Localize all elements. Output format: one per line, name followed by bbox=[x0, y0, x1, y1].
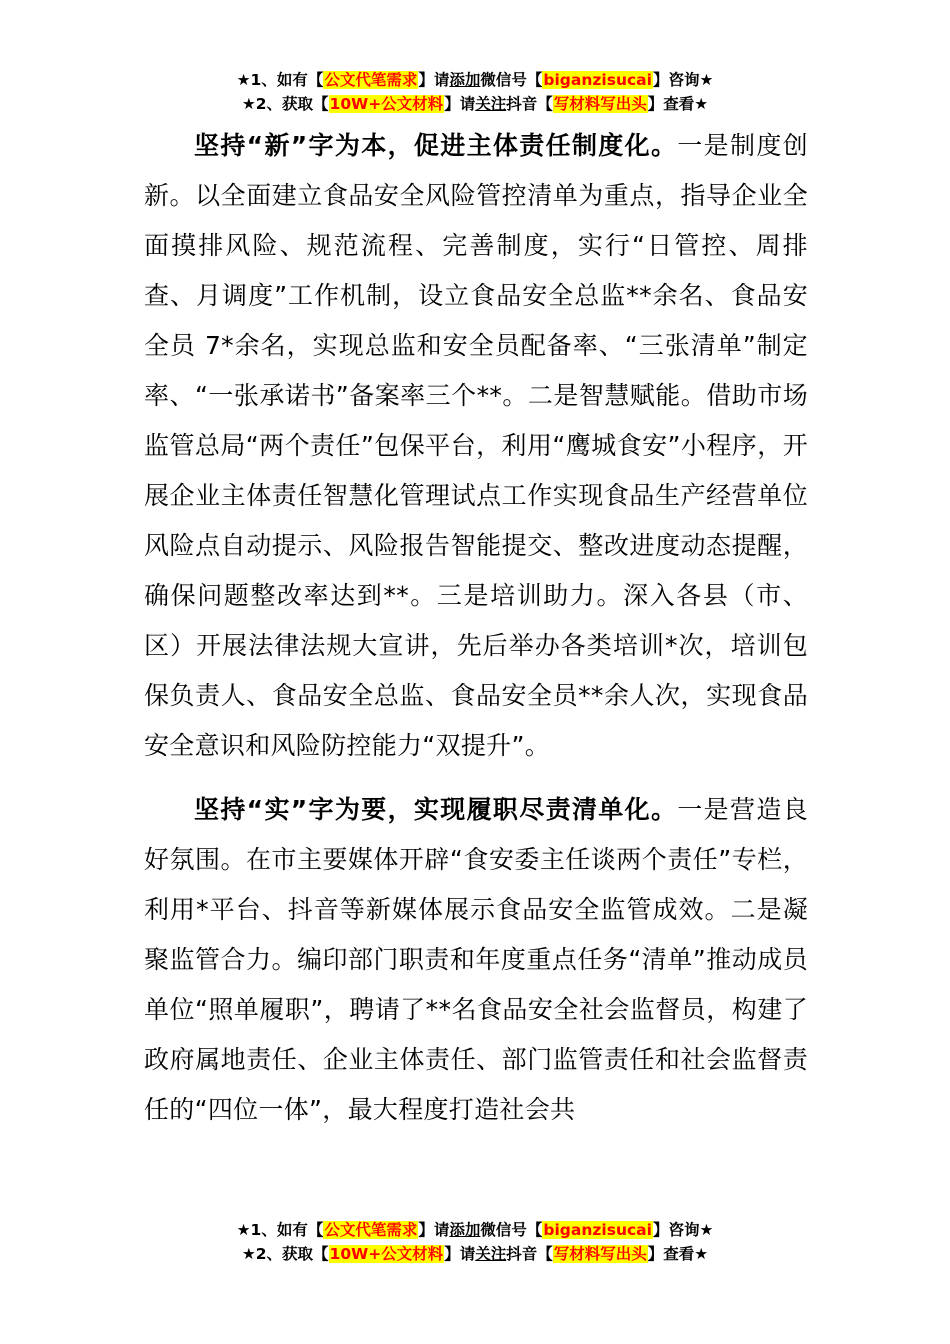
banner-text: ★1、如有【 bbox=[236, 71, 324, 89]
banner-text: 】请 bbox=[444, 1245, 476, 1263]
paragraph-lead: 坚持“新”字为本，促进主体责任制度化。 bbox=[194, 131, 678, 160]
banner-line-2 bbox=[0, 1242, 950, 1266]
highlight-wechat-id: biganzisucai bbox=[543, 1221, 652, 1239]
banner-line-1 bbox=[0, 1218, 950, 1242]
banner-underlined-text: 关注 bbox=[475, 1245, 507, 1263]
highlight-service: 公文代笔需求 bbox=[324, 71, 418, 89]
banner-text: 】请 bbox=[444, 95, 476, 113]
highlight-materials: 10W+公文材料 bbox=[329, 1245, 444, 1263]
paragraph-2 bbox=[144, 785, 808, 1135]
paragraph-lead: 坚持“实”字为要，实现履职尽责清单化。 bbox=[194, 795, 678, 824]
paragraph-1 bbox=[144, 121, 808, 771]
banner-text: 抖音【 bbox=[506, 1245, 553, 1263]
banner-text: 】请 bbox=[418, 71, 450, 89]
highlight-materials: 10W+公文材料 bbox=[329, 95, 444, 113]
paragraph-text: 一是制度创新。以全面建立食品安全风险管控清单为重点，指导企业全面摸排风险、规范流程、完善制度，实行“日管控、周排查、月调度”工作机制，设立食品安全总监**余名、食品安全员 7*余名，实现总监和安全员配备率、“三张清单”制定率、“一张承诺书”备案率三个**。二是智慧赋能。借助市场监管总局“两个责任”包保平台，利用“鹰城食安”小程序，开展企业主体责任智慧化管理试点工作实现食品生产经营单位风险点自动提示、风险报告智能提交、整改进度动态提醒，确保问题整改率达到**。三是培训助力。深入各县（市、区）开展法律法规大宣讲，先后举办各类培训*次，培训包保负责人、食品安全总监、食品安全员**余人次，实现食品安全意识和风险防控能力“双提升”。 bbox=[144, 131, 808, 760]
banner-underlined-text: 关注 bbox=[475, 95, 507, 113]
footer-banner bbox=[0, 1218, 950, 1266]
banner-text: 抖音【 bbox=[506, 95, 553, 113]
highlight-douyin-account: 写材料写出头 bbox=[553, 95, 647, 113]
header-banner bbox=[0, 68, 950, 116]
banner-text: ★2、获取【 bbox=[241, 1245, 329, 1263]
banner-text: 】查看★ bbox=[647, 95, 709, 113]
banner-underlined-text: 添加 bbox=[449, 71, 481, 89]
banner-text: 】查看★ bbox=[647, 1245, 709, 1263]
paragraph-text: 一是营造良好氛围。在市主要媒体开辟“食安委主任谈两个责任”专栏，利用*平台、抖音等新媒体展示食品安全监管成效。二是凝聚监管合力。编印部门职责和年度重点任务“清单”推动成员单位“照单履职”，聘请了**名食品安全社会监督员，构建了政府属地责任、企业主体责任、部门监管责任和社会监督责任的“四位一体”，最大程度打造社会共 bbox=[144, 795, 808, 1124]
banner-text: 微信号【 bbox=[480, 71, 543, 89]
highlight-service: 公文代笔需求 bbox=[324, 1221, 418, 1239]
banner-line-1 bbox=[0, 68, 950, 92]
banner-line-2 bbox=[0, 92, 950, 116]
banner-text: 微信号【 bbox=[480, 1221, 543, 1239]
highlight-wechat-id: biganzisucai bbox=[543, 71, 652, 89]
banner-text: 】请 bbox=[418, 1221, 450, 1239]
banner-text: 】咨询★ bbox=[652, 71, 714, 89]
banner-underlined-text: 添加 bbox=[449, 1221, 481, 1239]
banner-text: ★1、如有【 bbox=[236, 1221, 324, 1239]
highlight-douyin-account: 写材料写出头 bbox=[553, 1245, 647, 1263]
banner-text: 】咨询★ bbox=[652, 1221, 714, 1239]
document-body bbox=[144, 121, 808, 1135]
banner-text: ★2、获取【 bbox=[241, 95, 329, 113]
